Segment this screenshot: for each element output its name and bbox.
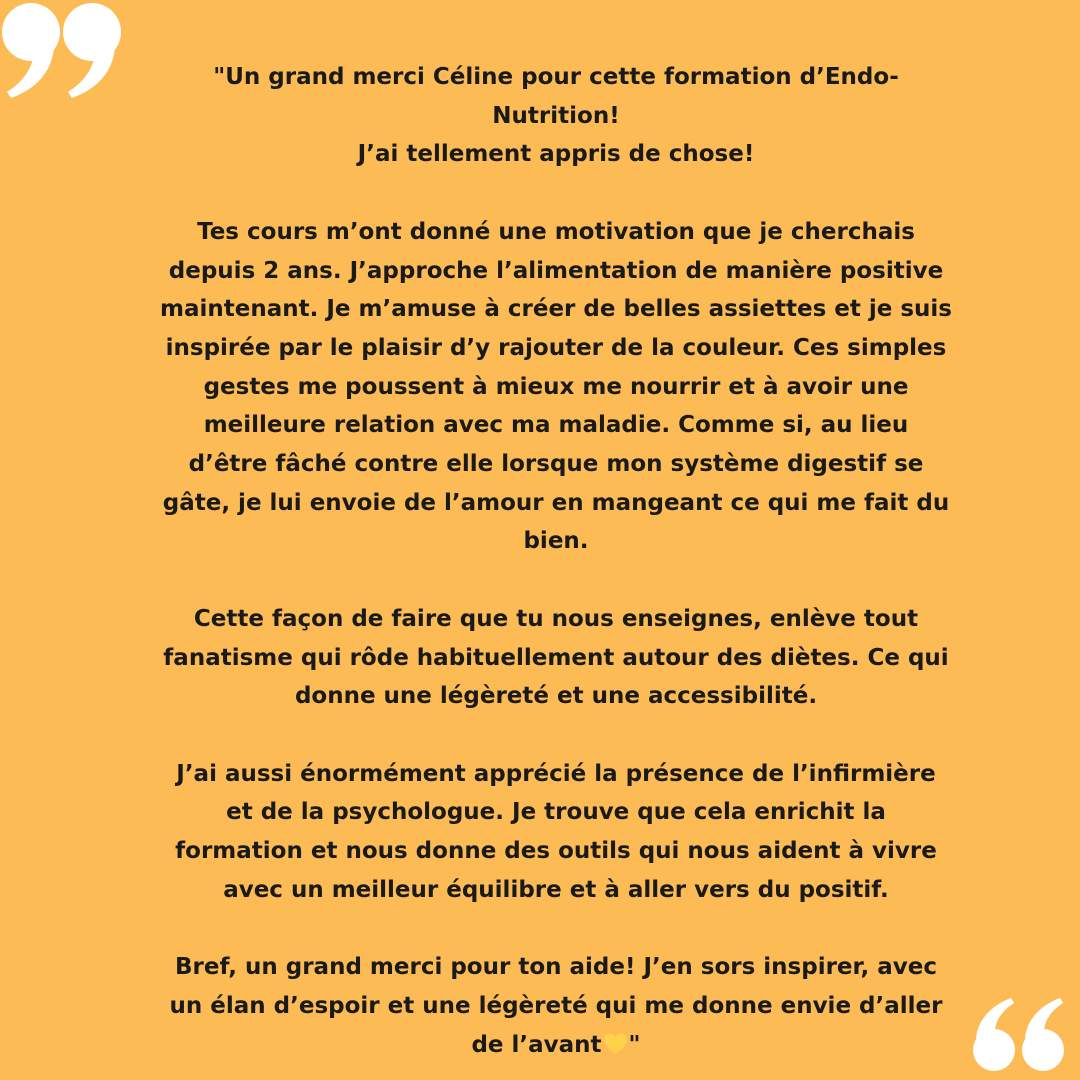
closing-quote-text: "	[628, 1031, 641, 1058]
testimonial-paragraph	[135, 58, 977, 174]
testimonial-line: depuis 2 ans. J’approche l’alimentation de manière positive	[168, 257, 944, 284]
testimonial-paragraph	[135, 948, 977, 1064]
testimonial-line: Cette façon de faire que tu nous enseignes, enlève tout	[193, 605, 919, 632]
testimonial-line: donne une légèreté et une accessibilité.	[294, 683, 818, 710]
testimonial-line: formation et nous donne des outils qui nous aident à vivre	[175, 838, 937, 865]
testimonial-paragraph	[135, 213, 977, 561]
testimonial-text	[135, 58, 977, 1064]
heart-icon	[603, 1033, 628, 1055]
testimonial-line: meilleure relation avec ma maladie. Comme si, au lieu	[203, 412, 909, 439]
testimonial-line: fanatisme qui rôde habituellement autour des diètes. Ce qui	[163, 644, 949, 671]
testimonial-line: gestes me poussent à mieux me nourrir et à avoir une	[203, 373, 909, 400]
testimonial-paragraph	[135, 755, 977, 910]
testimonial-line: "Un grand merci Céline pour cette formation d’Endo-	[213, 64, 899, 90]
opening-double-quote-icon	[0, 0, 130, 100]
closing-double-quote-icon	[968, 996, 1068, 1074]
testimonial-closing-line	[135, 1026, 977, 1065]
testimonial-line: gâte, je lui envoie de l’amour en mangeant ce qui me fait du	[162, 489, 950, 516]
testimonial-line: J’ai tellement appris de chose!	[357, 141, 755, 168]
testimonial-line: avec un meilleur équilibre et à aller vers du positif.	[223, 876, 889, 903]
closing-text: de l’avant	[471, 1031, 602, 1058]
testimonial-line: Bref, un grand merci pour ton aide! J’en sors inspirer, avec	[175, 954, 937, 981]
testimonial-line: Nutrition!	[492, 102, 620, 129]
testimonial-line: maintenant. Je m’amuse à créer de belles assiettes et je suis	[159, 296, 953, 323]
testimonial-line: un élan d’espoir et une légèreté qui me donne envie d’aller	[169, 992, 943, 1019]
testimonial-paragraph	[135, 600, 977, 716]
testimonial-line: inspirée par le plaisir d’y rajouter de la couleur. Ces simples	[165, 334, 947, 361]
testimonial-line: d’être fâché contre elle lorsque mon système digestif se	[188, 451, 924, 478]
testimonial-line: Tes cours m’ont donné une motivation que je cherchais	[197, 218, 915, 245]
testimonial-line: et de la psychologue. Je trouve que cela enrichit la	[226, 799, 886, 826]
testimonial-line: J’ai aussi énormément apprécié la présence de l’infirmière	[176, 760, 936, 787]
testimonial-line: bien.	[523, 528, 589, 555]
